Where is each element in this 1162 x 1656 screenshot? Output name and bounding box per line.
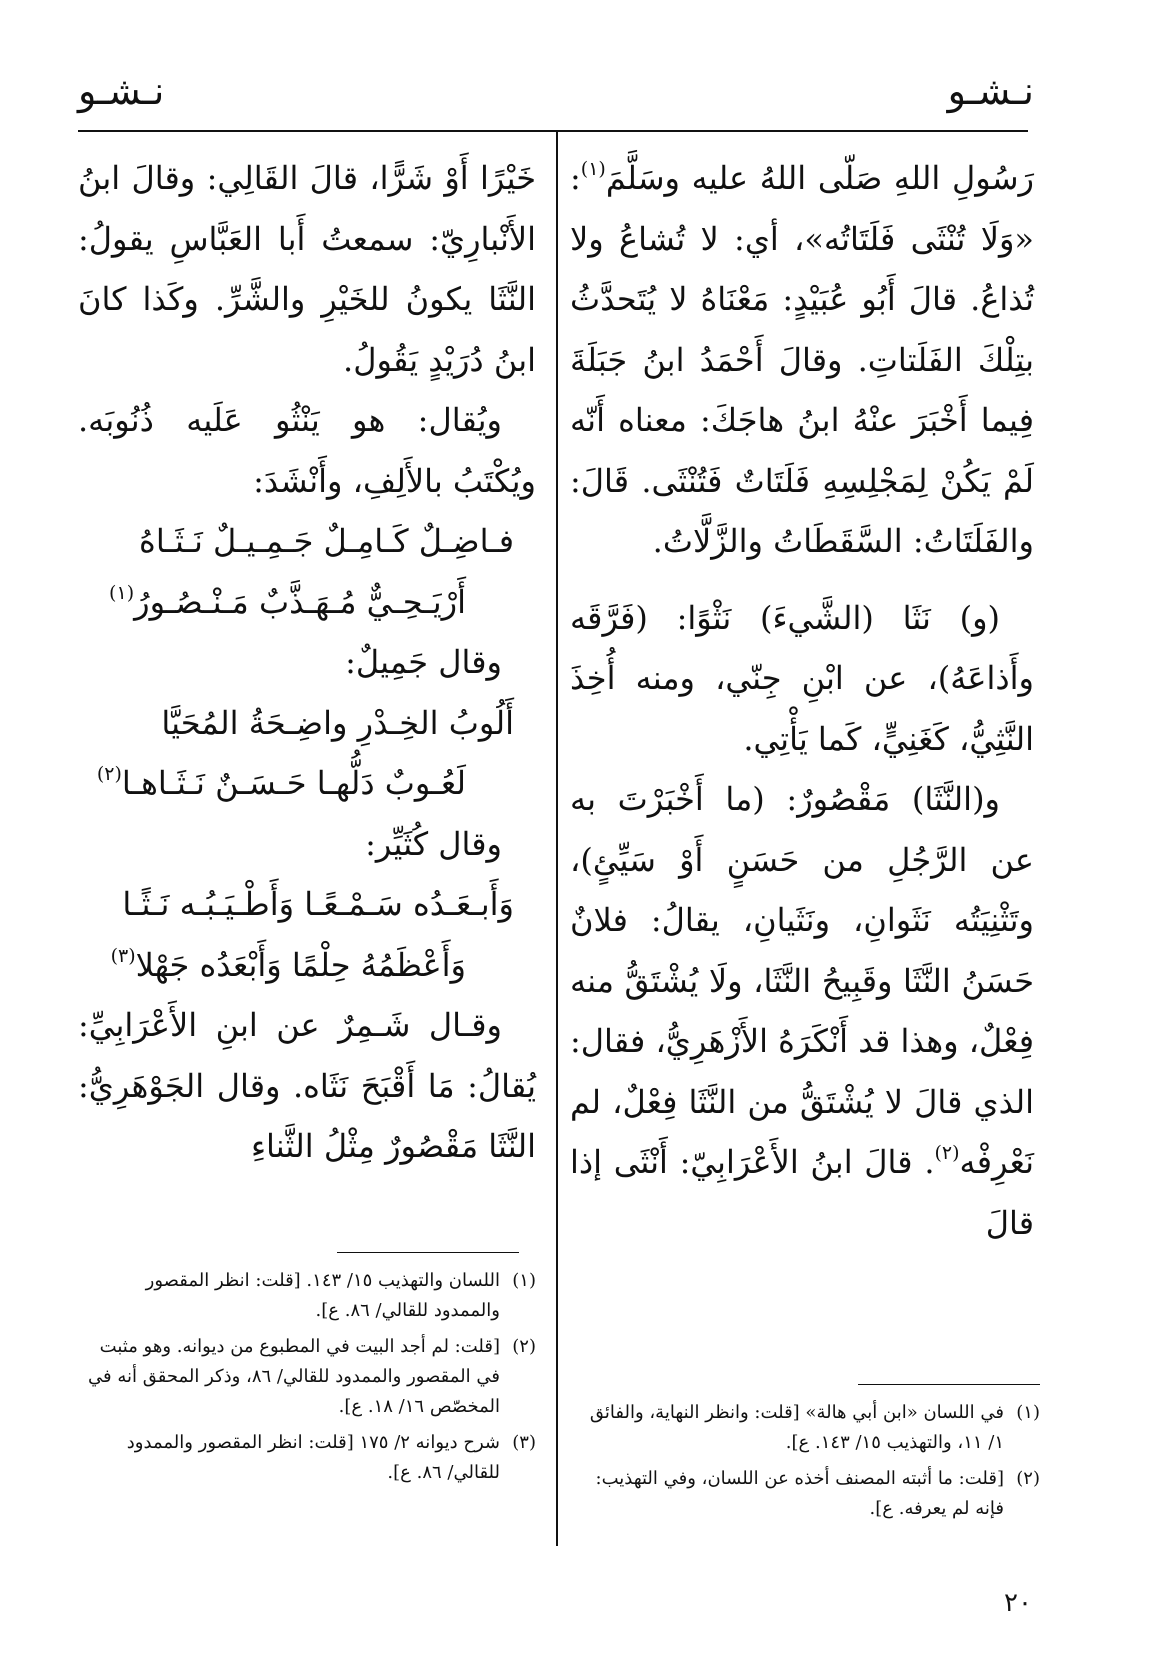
- entry-paragraph: وقال جَمِيلٌ:: [345, 643, 502, 681]
- verse-line: [78, 935, 536, 996]
- footnote: [572, 1464, 1040, 1524]
- entry-paragraph: خَيْرًا أَوْ شَرًّا، قالَ القَالِي: وقالَ ابنُ الأَنْبارِيّ: سمعتُ أَبا العَبَّاسِ يقولُ: النَّثَا يكونُ للخَيْرِ والشَّرِّ. وكَذا كانَ ابنُ دُرَيْدٍ يَقُولُ.: [78, 159, 536, 379]
- right-footnotes: [572, 1398, 1040, 1530]
- paragraph-text: . قالَ ابنُ الأَعْرَابِيّ: أَنْثَى إذا قالَ: [570, 1143, 1034, 1242]
- entry-paragraph: ويُقال: هو يَنْثُو عَلَيه ذُنُوبَه. ويُكْتَبُ بالأَلِفِ، وأَنْشَدَ:: [78, 401, 536, 500]
- verse-line: [78, 753, 536, 814]
- verse-line: وَأَبـعَـدُه سَـمْـعًـا وَأَطْـيَـبُـه نَـثًـا: [122, 885, 514, 923]
- footnote-text: شرح ديوانه ٢/ ١٧٥ [قلت: انظر المقصور والممدود للقالي/ ٨٦. ع].: [126, 1432, 500, 1483]
- footnote-text: في اللسان «ابن أبي هالة» [قلت: وانظر النهاية، والفائق ١/ ١١، والتهذيب ١٥/ ١٤٣. ع].: [589, 1402, 1004, 1453]
- footnote-marker: (٢): [96, 763, 122, 785]
- paragraph-text: : «وَلَا تُنْثَى فَلَتَاتُه»، أي: لا تُشاعُ ولا تُذاعُ. قالَ أَبُو عُبَيْدٍ: مَعْنَاهُ لا يُتَحدَّثُ بتِلْكَ الفَلَتاتِ. وقالَ أَحْمَدُ ابنُ جَبَلَةَ فِيما أَخْبَرَ عنْهُ ابنُ هاجَكَ: معناه أَنّه لَمْ يَكُنْ لِمَجْلِسِهِ فَلَتَاتٌ فَتُنْثَى. قَالَ: والفَلَتَاتُ: السَّقَطَاتُ والزَّلَّاتُ.: [570, 159, 1034, 560]
- footnote-number: (٢): [512, 1336, 536, 1357]
- footnote-number: (٣): [512, 1432, 536, 1453]
- verse-text: أَرْيَـحِـيٌّ مُـهَـذَّبٌ مَـنْـصُـورُ: [134, 582, 466, 621]
- footnote: [78, 1428, 536, 1488]
- footnote-text: اللسان والتهذيب ١٥/ ١٤٣. [قلت: انظر المقصور والممدود للقالي/ ٨٦. ع].: [145, 1270, 500, 1321]
- verse-line: فـاضِـلٌ كَـامِـلٌ جَـمِـيـلٌ نَـثَـاهُ: [139, 522, 514, 560]
- footnote-number: (٢): [1016, 1468, 1040, 1489]
- paragraph-text: و(النَّثَا) مَقْصُورٌ: (ما أَخْبَرْتَ به عن الرَّجُلِ من حَسَنٍ أَوْ سَيِّئٍ)، وتَثْنِيَتُه نَثَوانِ، ونَثَيانِ، يقالُ: فلانٌ حَسَنُ النَّثَا وقَبِيحُ النَّثَا، ولَا يُشْتَقُّ منه فِعْلٌ، وهذا قد أَنْكَرَهُ الأَزْهَرِيُّ، فقال: الذي قالَ لا يُشْتَقُّ من النَّثَا فِعْلٌ، لم نَعْرِفْه: [570, 780, 1035, 1181]
- verse-text: وَأَعْظَمُهُ حِلْمًا وَأَبْعَدُه جَهْلا: [135, 945, 466, 984]
- left-column: [78, 148, 536, 1177]
- footnote: [78, 1332, 536, 1422]
- column-divider: [556, 131, 558, 1546]
- footnote-marker: (٣): [110, 944, 136, 967]
- verse-line: [78, 572, 536, 633]
- entry-paragraph: وقال كُثَيِّر:: [365, 824, 502, 863]
- header-rule: [78, 130, 1028, 132]
- footnote: [572, 1398, 1040, 1458]
- running-head-right: نـشـو: [947, 69, 1034, 113]
- footnote-marker: (٢): [934, 1142, 960, 1164]
- verse-text: لَعُـوبٌ دَلُّهـا حَـسَـنٌ نَـثَـاهـا: [121, 764, 466, 802]
- footnote-marker: (١): [109, 581, 135, 604]
- footnote-text: [قلت: ما أثبته المصنف أخذه عن اللسان، وفي التهذيب: فإنه لم يعرفه. ع].: [595, 1468, 1004, 1519]
- footnote-marker: (١): [580, 158, 606, 180]
- running-head-left: نـشـو: [78, 69, 165, 113]
- footnote-rule: [337, 1252, 519, 1253]
- verse-line: أَلُوبُ الخِـدْرِ واضِـحَةُ المُحَيَّا: [161, 703, 514, 742]
- footnote-number: (١): [1016, 1402, 1040, 1423]
- footnote: [78, 1266, 536, 1326]
- footnote-text: [قلت: لم أجد البيت في المطبوع من ديوانه. وهو مثبت في المقصور والممدود للقالي/ ٨٦، وذكر المحقق أنه في المخصّص ١٦/ ١٨. ع].: [88, 1336, 500, 1417]
- left-footnotes: [78, 1266, 536, 1494]
- entry-paragraph: وقـال شَـمِرٌ عن ابنِ الأَعْرَابِيِّ: يُقالُ: مَا أَقْبَحَ نَثَاه. وقال الجَوْهَرِيُّ: النَّثَا مَقْصُورٌ مِثْلُ الثَّناءِ: [78, 1006, 536, 1165]
- right-column: [570, 148, 1034, 1253]
- footnote-number: (١): [512, 1270, 536, 1291]
- paragraph-text: رَسُولِ اللهِ صَلّى اللهُ عليه وسَلَّمَ: [605, 159, 1034, 197]
- entry-paragraph: (و) نَثَا (الشَّيءَ) نَثْوًا: (فَرَّقَه وأَذاعَهُ)، عن ابْنِ جِنّي، ومنه أُخِذَ النَّثِيُّ، كَغَنِيٍّ، كَما يَأْتِي.: [570, 598, 1034, 758]
- entry-paragraph: [570, 148, 1034, 572]
- footnote-rule: [858, 1384, 1040, 1385]
- page-number: ٢٠: [1004, 1588, 1032, 1618]
- entry-paragraph: [570, 769, 1034, 1253]
